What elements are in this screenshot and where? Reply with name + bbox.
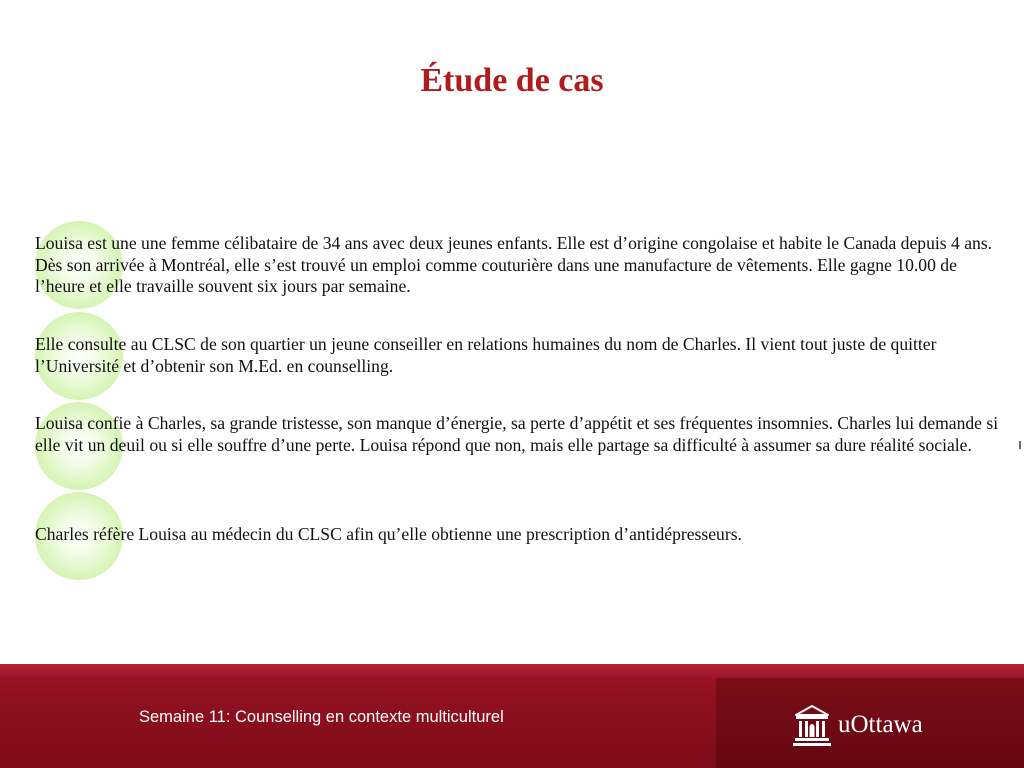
footer-bar: [0, 664, 1024, 768]
paragraph-4: Charles réfère Louisa au médecin du CLSC afin qu’elle obtienne une prescription d’antidépresseurs.: [35, 524, 742, 544]
paragraph-2: Elle consulte au CLSC de son quartier un jeune conseiller en relations humaines du nom de Charles. Il vient tout juste de quitter l’Université et d’obtenir son M.Ed. en counselling.: [35, 334, 937, 376]
footer-top-strip: [0, 664, 1024, 678]
paragraph-3: Louisa confie à Charles, sa grande tristesse, son manque d’énergie, sa perte d’appétit et ses fréquentes insomnies. Charles lui demande si elle vit un deuil ou si elle souffre d’une perte. Louisa répond que non, mais elle partage sa difficulté à assumer sa dure réalité sociale.: [35, 413, 999, 455]
university-building-icon: [793, 704, 831, 746]
footer-course-label: Semaine 11: Counselling en contexte multiculturel: [139, 708, 504, 726]
edge-mark: [1019, 441, 1021, 449]
paragraph-1: Louisa est une une femme célibataire de 34 ans avec deux jeunes enfants. Elle est d’origine congolaise et habite le Canada depuis 4 ans. Dès son arrivée à Montréal, elle s’est trouvé un emploi comme couturière dans une manufacture de vêtements. Elle gagne 10.00 de l’heure et elle travaille souvent six jours par semaine.: [35, 233, 993, 296]
uottawa-logo: [793, 703, 953, 747]
uottawa-wordmark: uOttawa: [838, 711, 923, 738]
slide-title: Étude de cas: [420, 62, 604, 99]
